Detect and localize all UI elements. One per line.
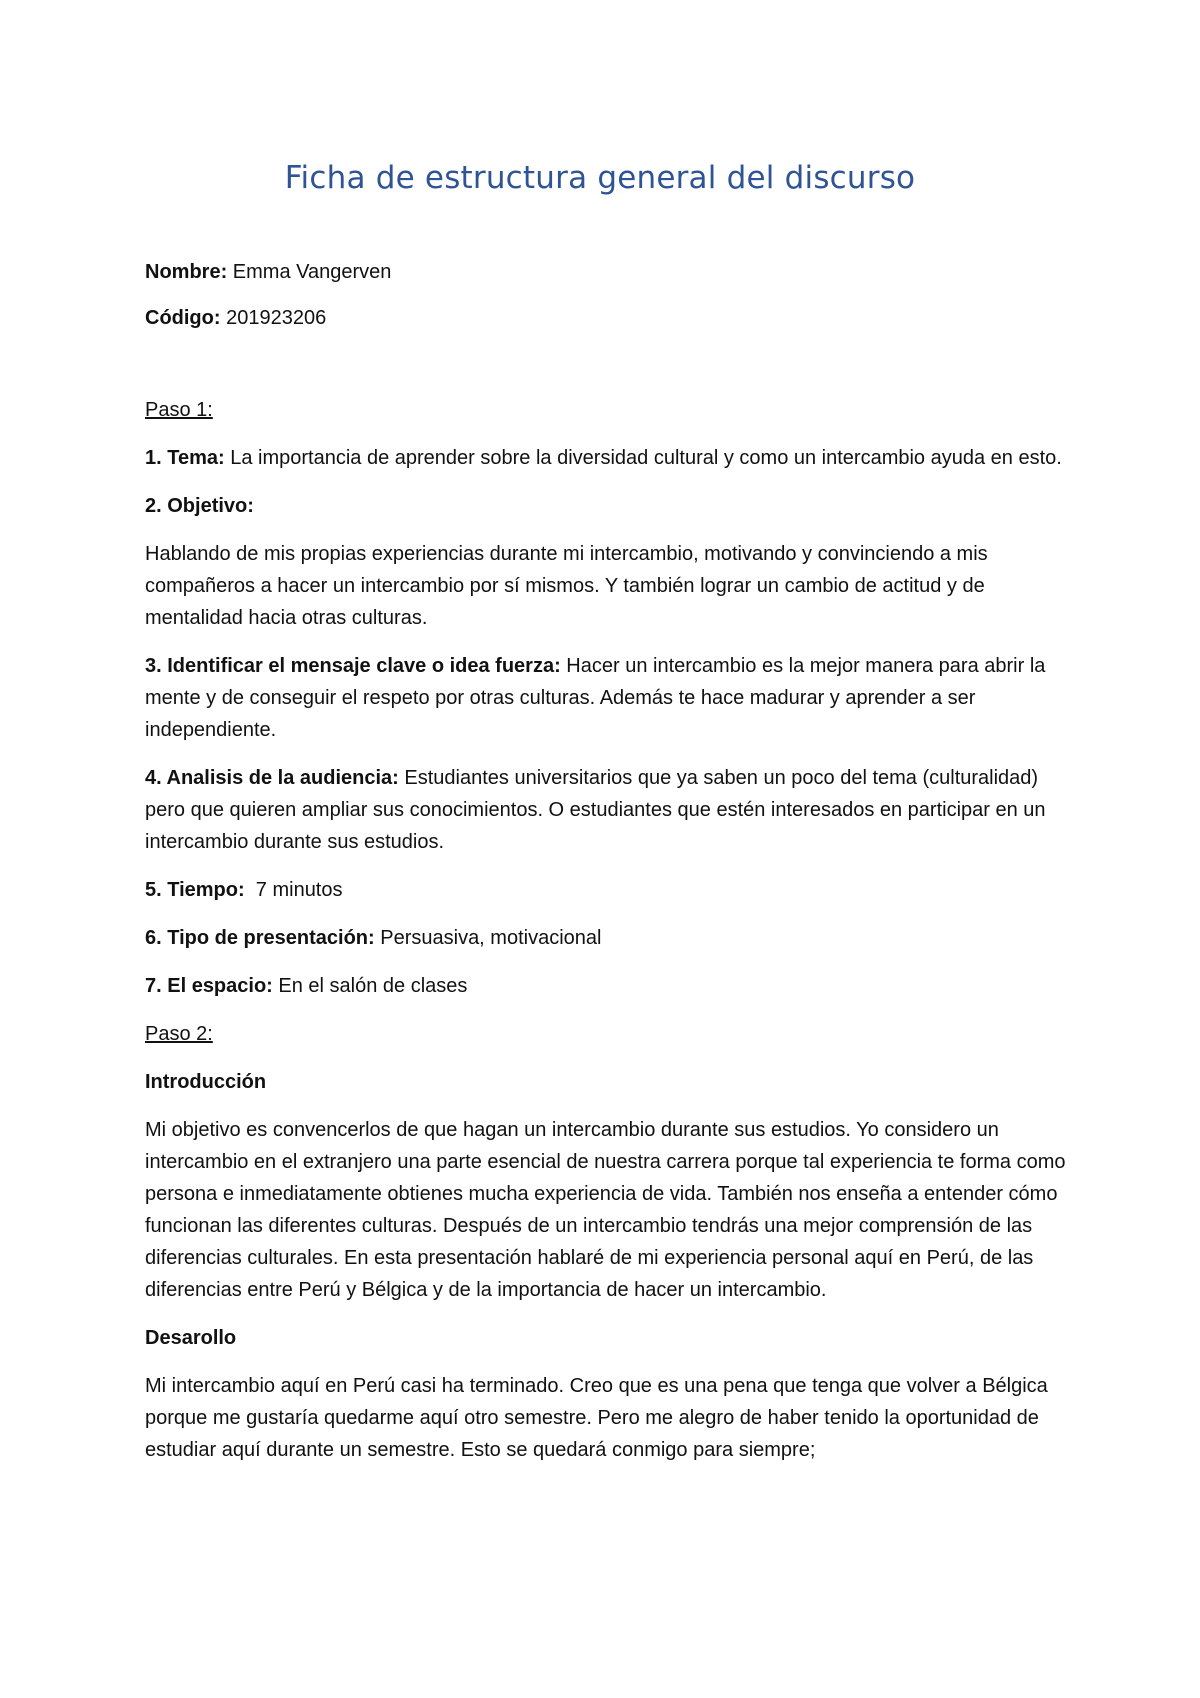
objetivo-heading bbox=[145, 490, 1075, 522]
name-line bbox=[145, 256, 1075, 288]
desarollo-text: Mi intercambio aquí en Perú casi ha terminado. Creo que es una pena que tenga que volver a Bélgica porque me gustaría quedarme aquí otro semestre. Pero me alegro de haber tenido la oportunidad de estudiar aquí durante un semestre. Esto se quedará conmigo para siempre; bbox=[145, 1375, 1048, 1461]
desarollo-heading bbox=[145, 1322, 1075, 1354]
mensaje-label: 3. Identificar el mensaje clave o idea fuerza: bbox=[145, 655, 561, 677]
tiempo-label: 5. Tiempo: bbox=[145, 879, 245, 901]
tipo-label: 6. Tipo de presentación: bbox=[145, 927, 375, 949]
code-label: Código: bbox=[145, 307, 221, 329]
espacio-label: 7. El espacio: bbox=[145, 975, 273, 997]
tipo-paragraph bbox=[145, 922, 1075, 954]
espacio-paragraph bbox=[145, 970, 1075, 1002]
name-value: Emma Vangerven bbox=[232, 261, 392, 283]
mensaje-paragraph bbox=[145, 650, 1075, 746]
introduccion-text: Mi objetivo es convencerlos de que hagan un intercambio durante sus estudios. Yo considero un intercambio en el extranjero una parte esencial de nuestra carrera porque tal experiencia te forma como persona e inmediatamente obtienes mucha experiencia de vida. También nos enseña a entender cómo funcionan las diferentes culturas. Después de un intercambio tendrás una mejor comprensión de las diferencias culturales. En esta presentación hablaré de mi experiencia personal aquí en Perú, de las diferencias entre Perú y Bélgica y de la importancia de hacer un intercambio. bbox=[145, 1119, 1066, 1301]
audiencia-paragraph bbox=[145, 762, 1075, 858]
tema-label: 1. Tema: bbox=[145, 447, 225, 469]
tiempo-paragraph bbox=[145, 874, 1075, 906]
tipo-text: Persuasiva, motivacional bbox=[380, 927, 602, 949]
introduccion-heading bbox=[145, 1066, 1075, 1098]
tema-paragraph bbox=[145, 442, 1075, 474]
tema-text: La importancia de aprender sobre la diversidad cultural y como un intercambio ayuda en esto. bbox=[230, 447, 1062, 469]
code-value: 201923206 bbox=[226, 307, 327, 329]
espacio-text: En el salón de clases bbox=[278, 975, 468, 997]
introduccion-label: Introducción bbox=[145, 1071, 267, 1093]
name-label: Nombre: bbox=[145, 261, 228, 283]
mensaje-text: Hacer un intercambio es la mejor manera para abrir la mente y de conseguir el respeto por otras culturas. Además te hace madurar y aprender a ser independiente. bbox=[145, 655, 1046, 741]
code-line bbox=[145, 302, 1075, 334]
objetivo-text: Hablando de mis propias experiencias durante mi intercambio, motivando y convinciendo a mis compañeros a hacer un intercambio por sí mismos. Y también lograr un cambio de actitud y de mentalidad hacia otras culturas. bbox=[145, 543, 988, 629]
document-body bbox=[145, 256, 1075, 1482]
paso-1-heading: Paso 1: bbox=[145, 399, 213, 421]
audiencia-text: Estudiantes universitarios que ya saben un poco del tema (culturalidad) pero que quieren ampliar sus conocimientos. O estudiantes que estén interesados en participar en un intercambio durante sus estudios. bbox=[145, 767, 1046, 853]
document-title: Ficha de estructura general del discurso bbox=[284, 160, 916, 196]
objetivo-label: 2. Objetivo: bbox=[145, 495, 254, 517]
tiempo-text: 7 minutos bbox=[255, 879, 343, 901]
audiencia-label: 4. Analisis de la audiencia: bbox=[145, 767, 399, 789]
desarollo-label: Desarollo bbox=[145, 1327, 237, 1349]
spacer bbox=[145, 348, 1075, 394]
paso-2-heading: Paso 2: bbox=[145, 1023, 213, 1045]
